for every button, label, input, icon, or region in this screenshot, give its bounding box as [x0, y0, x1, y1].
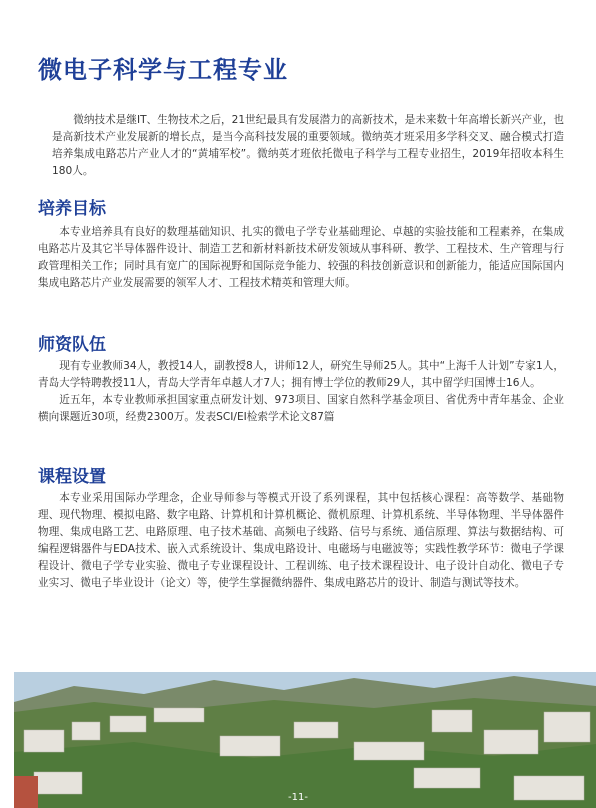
faculty-paragraph-1: 现有专业教师34人，教授14人，副教授8人，讲师12人，研究生导师25人。其中“上海千人计划”专家1人，青岛大学特聘教授11人，青岛大学青年卓越人才7人；拥有博士学位的教师29人，其中留学归国博士16人。	[38, 360, 564, 389]
building	[72, 722, 100, 740]
section-title-faculty: 师资队伍	[38, 335, 106, 355]
building	[544, 712, 590, 742]
campus-aerial-photo	[14, 672, 596, 808]
building	[414, 768, 480, 788]
building	[110, 716, 146, 732]
courses-paragraph: 本专业采用国际办学理念，企业导师参与等模式开设了系列课程，其中包括核心课程：高等数学、基础物理、现代物理、模拟电路、数字电路、计算机和计算机概论、微机原理、计算机系统、半导体物理、半导体器件物理、集成电路工艺、电路原理、电子技术基础、高频电子线路、信号与系统、通信原理、算法与数据结构、可编程逻辑器件与EDA技术、嵌入式系统设计、集成电路设计、电磁场与电磁波等；实践性教学环节：微电子学课程设计、微电子学专业实验、微电子专业课程设计、工程训练、电子技术课程设计、电子设计自动化、微电子专业实习、微电子毕业设计（论文）等，使学生掌握微纳器件、集成电路芯片的设计、制造与测试等技术。	[38, 492, 564, 589]
faculty-paragraph-2: 近五年，本专业教师承担国家重点研发计划、973项目、国家自然科学基金项目、省优秀中青年基金、企业横向课题近30项，经费2300万。发表SCI/EI检索学术论文87篇	[38, 394, 564, 423]
intro-paragraph: 微纳技术是继IT、生物技术之后，21世纪最具有发展潜力的高新技术，是未来数十年高增长新兴产业，也是高新技术产业发展新的增长点，是当今高科技发展的重要领域。微纳英才班采用多学科交叉、融合模式打造培养集成电路芯片产业人才的“黄埔军校”。微纳英才班依托微电子科学与工程专业招生，2019年招收本科生180人。	[52, 114, 564, 177]
building	[154, 708, 204, 722]
section-body-goals	[38, 224, 564, 292]
building	[220, 736, 280, 756]
building	[432, 710, 472, 732]
building	[24, 730, 64, 752]
section-title-goals: 培养目标	[38, 199, 106, 219]
building	[354, 742, 424, 760]
building	[484, 730, 538, 754]
page-title: 微电子科学与工程专业	[38, 56, 288, 84]
goals-paragraph: 本专业培养具有良好的数理基础知识、扎实的微电子学专业基础理论、卓越的实验技能和工程素养，在集成电路芯片及其它半导体器件设计、制造工艺和新材料新技术研发领域从事科研、教学、工程技术、生产管理与行政管理相关工作；同时具有宽广的国际视野和国际竞争能力、较强的科技创新意识和创新能力，能适应国际国内集成电路芯片产业发展需要的领军人才、工程技术精英和管理大师。	[38, 226, 564, 289]
building	[294, 722, 338, 738]
campus-aerial-illustration	[14, 672, 596, 808]
building	[34, 772, 82, 794]
section-body-faculty	[38, 358, 564, 426]
page-number: -11-	[288, 792, 308, 803]
section-title-courses: 课程设置	[38, 467, 106, 487]
section-body-courses	[38, 490, 564, 592]
